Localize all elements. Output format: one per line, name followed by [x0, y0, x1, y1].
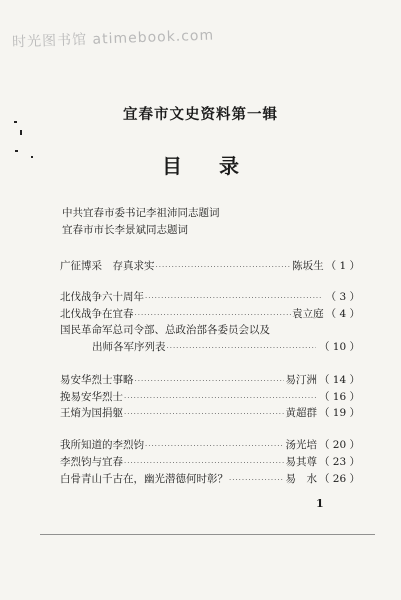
dedication-line: 中共宜春市委书记李祖沛同志题词 — [62, 207, 220, 219]
entry-title: 出师各军序列表 — [92, 341, 166, 353]
toc-entry — [60, 372, 360, 387]
entry-author: 易其尊 — [285, 456, 317, 468]
toc-entry — [60, 289, 360, 304]
toc-entry — [60, 437, 360, 452]
dot-leader — [135, 377, 285, 385]
entry-title: 北伐战争在宜春 — [60, 308, 134, 320]
entry-page: （ 10 ） — [318, 341, 360, 353]
dot-leader — [145, 294, 323, 302]
dot-leader — [145, 442, 284, 450]
toc-entry — [92, 339, 360, 354]
dot-leader — [229, 476, 284, 484]
toc-entry — [60, 454, 360, 469]
entry-title: 国民革命军总司令部、总政治部各委员会以及 — [60, 324, 270, 336]
scan-artifact-mark — [20, 130, 22, 135]
bottom-rule — [40, 534, 375, 535]
entry-page: （ 3 ） — [325, 291, 360, 303]
dedication-line: 宜春市市长李景斌同志题词 — [62, 224, 188, 236]
entry-author: 汤光培 — [285, 439, 317, 451]
page-number: 1 — [316, 497, 324, 510]
entry-page: （ 1 ） — [325, 260, 360, 272]
entry-author: 陈坂生 — [292, 260, 324, 272]
dot-leader — [124, 459, 284, 467]
toc-entry — [60, 389, 360, 404]
dedications — [62, 205, 220, 239]
entry-page: （ 16 ） — [318, 391, 360, 403]
entry-title: 李烈钧与宜春 — [60, 456, 123, 468]
entry-page: （ 19 ） — [318, 407, 360, 419]
entry-page: （ 23 ） — [318, 456, 360, 468]
toc-entry — [60, 258, 360, 273]
watermark-text: 时光图书馆 atimebook.com — [11, 27, 215, 51]
entry-author: 黄超群 — [285, 407, 317, 419]
dot-leader — [156, 263, 292, 271]
dot-leader — [124, 410, 284, 418]
toc-entry — [60, 471, 360, 486]
toc-heading: 目 录 — [162, 154, 239, 178]
entry-title: 我所知道的李烈钧 — [60, 439, 144, 451]
entry-author: 易 水 — [285, 473, 317, 485]
toc-entry — [60, 306, 360, 321]
entry-author: 易汀洲 — [285, 374, 317, 386]
entry-title: 王焴为国捐躯 — [60, 407, 123, 419]
entry-title: 北伐战争六十周年 — [60, 291, 144, 303]
entry-title: 白骨青山千古在，幽光潜德何时彰？ — [60, 473, 228, 485]
dot-leader — [135, 311, 292, 319]
series-title: 宜春市文史资料第一辑 — [123, 106, 278, 123]
entry-title: 易安华烈士事略 — [60, 374, 134, 386]
entry-page: （ 14 ） — [318, 374, 360, 386]
dot-leader — [167, 344, 316, 352]
entry-author: 袁立庭 — [292, 308, 324, 320]
entry-page: （ 26 ） — [318, 473, 360, 485]
entry-title: 挽易安华烈士 — [60, 391, 123, 403]
entry-title: 广征博采 存真求实 — [60, 260, 155, 272]
entry-page: （ 20 ） — [318, 439, 360, 451]
dot-leader — [124, 394, 316, 402]
entry-page: （ 4 ） — [325, 308, 360, 320]
toc-entry — [60, 405, 360, 420]
